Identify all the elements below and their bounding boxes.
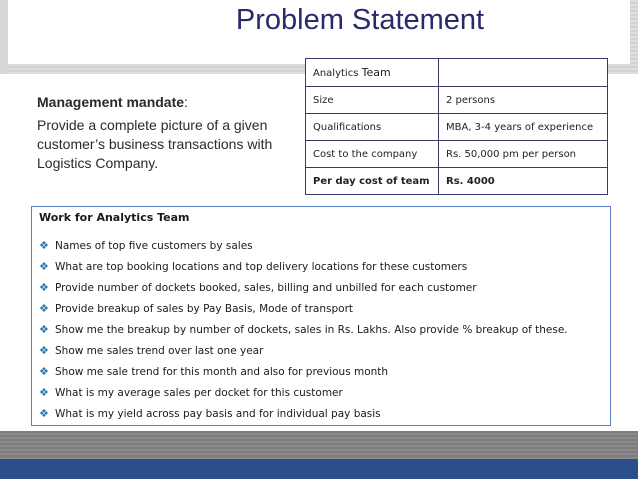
mandate-heading-colon: :	[184, 94, 188, 110]
team-table	[305, 58, 608, 195]
footer-accent-bar	[0, 459, 638, 479]
team-table-header-label	[306, 59, 439, 87]
team-table-row	[306, 141, 608, 168]
list-item	[39, 361, 568, 382]
work-title: Work for Analytics Team	[39, 211, 190, 224]
team-row-value: MBA, 3-4 years of experience	[439, 114, 608, 141]
work-box	[31, 206, 611, 426]
list-item-text: What is my yield across pay basis and for individual pay basis	[55, 407, 381, 420]
team-header-big: Team	[361, 66, 391, 79]
list-item	[39, 403, 568, 424]
list-item-text: Provide breakup of sales by Pay Basis, Mode of transport	[55, 302, 354, 315]
team-table-row	[306, 114, 608, 141]
page-title: Problem Statement	[235, 4, 485, 36]
team-table-header-row	[306, 59, 608, 87]
list-item	[39, 256, 568, 277]
team-row-label: Per day cost of team	[306, 168, 439, 195]
team-row-label: Size	[306, 87, 439, 114]
mandate-heading	[37, 94, 188, 110]
list-item	[39, 340, 568, 361]
diamond-bullet-icon: ❖	[39, 344, 49, 357]
team-table-header-value	[439, 59, 608, 87]
diamond-bullet-icon: ❖	[39, 386, 49, 399]
list-item	[39, 319, 568, 340]
list-item	[39, 298, 568, 319]
team-row-value: Rs. 4000	[439, 168, 608, 195]
list-item-text: Show me sales trend over last one year	[55, 344, 264, 357]
list-item	[39, 382, 568, 403]
diamond-bullet-icon: ❖	[39, 365, 49, 378]
team-row-value: Rs. 50,000 pm per person	[439, 141, 608, 168]
list-item-text: What are top booking locations and top delivery locations for these customers	[55, 260, 468, 273]
diamond-bullet-icon: ❖	[39, 302, 49, 315]
team-table-row	[306, 87, 608, 114]
work-list	[39, 235, 568, 424]
team-header-small: Analytics	[313, 68, 362, 79]
diamond-bullet-icon: ❖	[39, 239, 49, 252]
list-item-text: Show me the breakup by number of dockets, sales in Rs. Lakhs. Also provide % breakup of these.	[55, 323, 568, 336]
team-table-row	[306, 168, 608, 195]
team-row-value: 2 persons	[439, 87, 608, 114]
list-item-text: Provide number of dockets booked, sales, billing and unbilled for each customer	[55, 281, 477, 294]
mandate-text: Provide a complete picture of a given customer’s business transactions with Logistics Company.	[37, 117, 273, 171]
mandate-heading-label: Management mandate	[37, 94, 185, 110]
list-item-text: Show me sale trend for this month and also for previous month	[55, 365, 389, 378]
team-row-label: Qualifications	[306, 114, 439, 141]
diamond-bullet-icon: ❖	[39, 323, 49, 336]
team-row-label: Cost to the company	[306, 141, 439, 168]
list-item	[39, 277, 568, 298]
diamond-bullet-icon: ❖	[39, 281, 49, 294]
list-item-text: Names of top five customers by sales	[55, 239, 253, 252]
list-item	[39, 235, 568, 256]
diamond-bullet-icon: ❖	[39, 260, 49, 273]
list-item-text: What is my average sales per docket for this customer	[55, 386, 343, 399]
diamond-bullet-icon: ❖	[39, 407, 49, 420]
